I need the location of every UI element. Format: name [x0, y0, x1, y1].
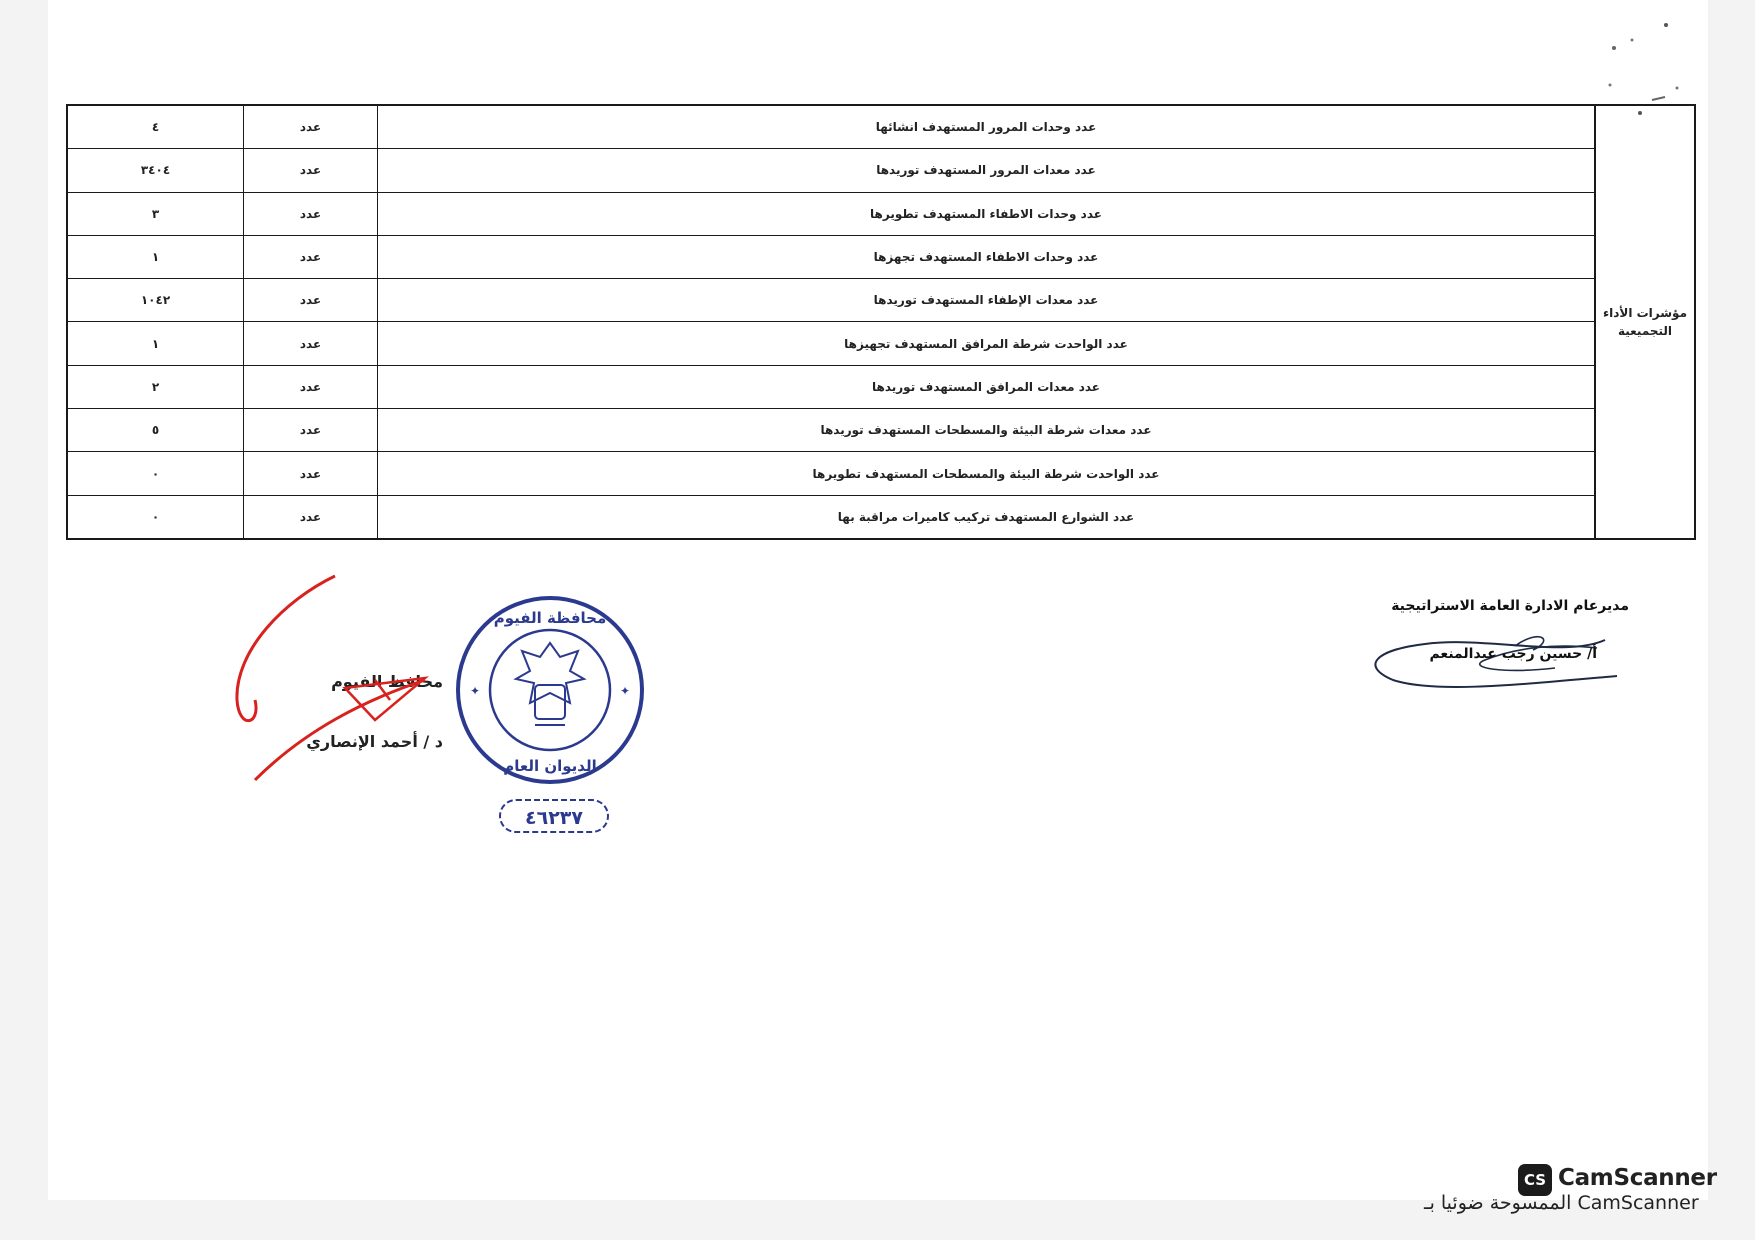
value-cell: ٥: [151, 423, 160, 438]
table-row: [68, 106, 1594, 149]
director-signature-block: [1365, 588, 1633, 698]
seal-number-stamp: [498, 796, 610, 836]
unit-cell: عدد: [243, 149, 377, 191]
seal-top-text: محافظة الفيوم: [493, 609, 607, 627]
director-name: أ/ حسين رجب عبدالمنعم: [1429, 646, 1597, 662]
value-cell: ٠: [151, 509, 160, 524]
governor-signature-block: [225, 570, 455, 790]
indicator-cell: عدد الواحدت شرطة البيئة والمسطحات المستهدف تطويرها: [377, 452, 1594, 494]
indicator-cell: عدد وحدات الاطفاء المستهدف تطويرها: [377, 193, 1594, 235]
indicators-table: [66, 104, 1696, 540]
table-row: [68, 236, 1594, 279]
camscanner-logo-icon: CS: [1518, 1164, 1552, 1196]
value-cell: ٤: [151, 120, 160, 135]
governor-name: د / أحمد الإنصاري: [306, 732, 443, 751]
value-cell: ٠: [151, 466, 160, 481]
unit-cell: عدد: [243, 452, 377, 494]
camscanner-caption: الممسوحة ضوئيا بـ CamScanner: [1424, 1192, 1699, 1214]
table-row: [68, 279, 1594, 322]
indicator-cell: عدد معدات شرطة البيئة والمسطحات المستهدف توريدها: [377, 409, 1594, 451]
director-signature-scribble: [1365, 588, 1633, 698]
table-row: [68, 193, 1594, 236]
indicator-cell: عدد وحدات الاطفاء المستهدف تجهزها: [377, 236, 1594, 278]
table-row: [68, 366, 1594, 409]
seal-number: ٤٦٢٣٧: [525, 807, 583, 829]
director-title: مديرعام الادارة العامة الاستراتيجية: [1391, 598, 1629, 614]
unit-cell: عدد: [243, 366, 377, 408]
indicator-cell: عدد وحدات المرور المستهدف انشائها: [377, 106, 1594, 148]
value-cell: ٢: [151, 379, 160, 394]
table-row: [68, 149, 1594, 192]
unit-cell: عدد: [243, 496, 377, 538]
official-seal: [455, 595, 645, 785]
indicator-cell: عدد معدات الإطفاء المستهدف توريدها: [377, 279, 1594, 321]
value-cell: ٣: [151, 206, 160, 221]
value-cell: ١٠٤٢: [140, 293, 171, 308]
camscanner-brand: CamScanner: [1558, 1165, 1717, 1191]
indicator-cell: عدد الواحدت شرطة المرافق المستهدف تجهيزها: [377, 322, 1594, 364]
unit-cell: عدد: [243, 106, 377, 148]
table-row: [68, 322, 1594, 365]
camscanner-watermark: [1420, 1164, 1720, 1214]
seal-bottom-text: الديوان العام: [503, 757, 597, 775]
unit-cell: عدد: [243, 279, 377, 321]
unit-cell: عدد: [243, 409, 377, 451]
svg-text:✦: ✦: [619, 684, 631, 698]
governor-signature-scribble: [225, 570, 455, 790]
table-side-label: مؤشرات الأداء التجميعية: [1594, 106, 1694, 538]
indicator-cell: عدد معدات المرافق المستهدف توريدها: [377, 366, 1594, 408]
indicator-cell: عدد معدات المرور المستهدف توريدها: [377, 149, 1594, 191]
table-row: [68, 452, 1594, 495]
value-cell: ١: [151, 336, 160, 351]
svg-text:✦: ✦: [469, 684, 481, 698]
unit-cell: عدد: [243, 193, 377, 235]
table-row: [68, 409, 1594, 452]
value-cell: ١: [151, 250, 160, 265]
table-rows: [68, 106, 1594, 538]
table-row: [68, 496, 1594, 538]
unit-cell: عدد: [243, 236, 377, 278]
governor-title: محافظ الفيوم: [331, 672, 443, 691]
indicator-cell: عدد الشوارع المستهدف تركيب كاميرات مراقبة بها: [377, 496, 1594, 538]
value-cell: ٣٤٠٤: [140, 163, 171, 178]
unit-cell: عدد: [243, 322, 377, 364]
